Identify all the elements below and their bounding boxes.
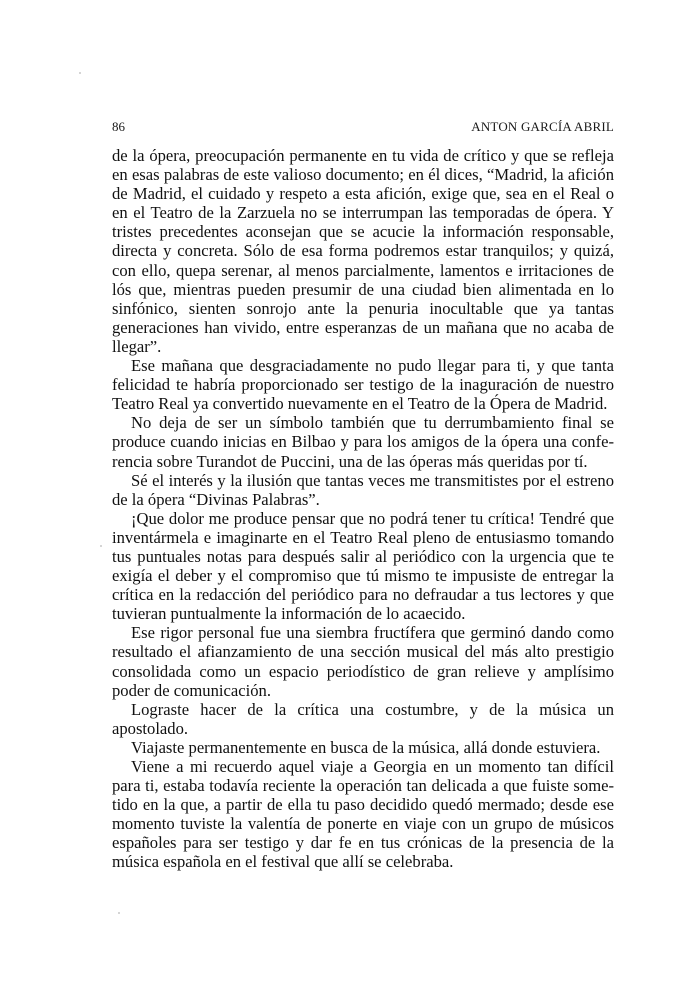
running-title: ANTON GARCÍA ABRIL (471, 119, 614, 134)
running-header (112, 119, 614, 137)
scan-speck (79, 72, 81, 74)
paragraph: Ese rigor personal fue una siembra fructífera que germinó dando como resultado el afianzamiento de una sección musical del más alto prestigio consolidada como un espacio periodístico de gran relieve y amplísimo poder de comunicación. (112, 623, 614, 700)
paragraph: Viene a mi recuerdo aquel viaje a Georgia en un momento tan difícil para ti, estaba todavía reciente la operación tan delicada a que fuiste sometido en la que, a partir de ella tu paso decidido quedó mermado; desde ese momento tuviste la valentía de ponerte en viaje con un grupo de músicos españoles para ser testigo y dar fe en tus crónicas de la presencia de la música española en el festival que allí se celebraba. (112, 757, 614, 872)
scan-speck (118, 912, 120, 914)
paragraph: Lograste hacer de la crítica una costumbre, y de la música un apostolado. (112, 699, 614, 738)
paragraph: Ese mañana que desgraciadamente no pudo llegar para ti, y que tanta felicidad te habría proporcionado ser testigo de la inaguración de nuestro Teatro Real ya convertido nuevamente en el Teatro de la Ópera de Madrid. (112, 356, 614, 414)
page-number: 86 (112, 119, 125, 134)
paragraph: ¡Que dolor me produce pensar que no podrá tener tu crítica! Tendré que inventármela e imaginarte en el Teatro Real pleno de entusiasmo tomando tus puntuales notas para después salir al periódico con la urgencia que te exigía el deber y el compromiso que tú mismo te impusiste de entregar la crítica en la redacción del periódico para no defraudar a tus lectores y que tuvieran puntualmente la información de lo acaecido. (112, 508, 614, 624)
paragraph: Viajaste permanentemente en busca de la música, allá donde estuviera. (131, 737, 601, 757)
paragraph: No deja de ser un símbolo también que tu derrumbamiento final se produce cuando inicias en Bilbao y para los amigos de la ópera una conferencia sobre Turandot de Puccini, una de las óperas más queridas por tí. (112, 413, 614, 471)
paragraph: de la ópera, preocupación permanente en tu vida de crítico y que se refleja en esas palabras de este valioso documento; en él dices, “Madrid, la afición de Madrid, el cuidado y respeto a esta afición, exige que, sea en el Real o en el Teatro de la Zarzuela no se interrumpan las temporadas de ópera. Y tristes precedentes aconsejan que se acucie la información responsable, directa y concreta. Sólo de esa forma podremos estar tranquilos; y quizá, con ello, quepa serenar, al menos parcialmente, lamentos e irritaciones de lós que, mientras pueden presumir de una ciudad bien alimentada en lo sinfónico, sienten sonrojo ante la penuria inocultable que ya tantas generaciones han vivido, entre esperanzas de un mañana que no acaba de llegar”. (112, 146, 614, 356)
paragraph: Sé el interés y la ilusión que tantas veces me transmitistes por el estreno de la ópera “Divinas Palabras”. (112, 470, 614, 509)
body-text (112, 146, 614, 872)
scan-speck (100, 545, 102, 547)
